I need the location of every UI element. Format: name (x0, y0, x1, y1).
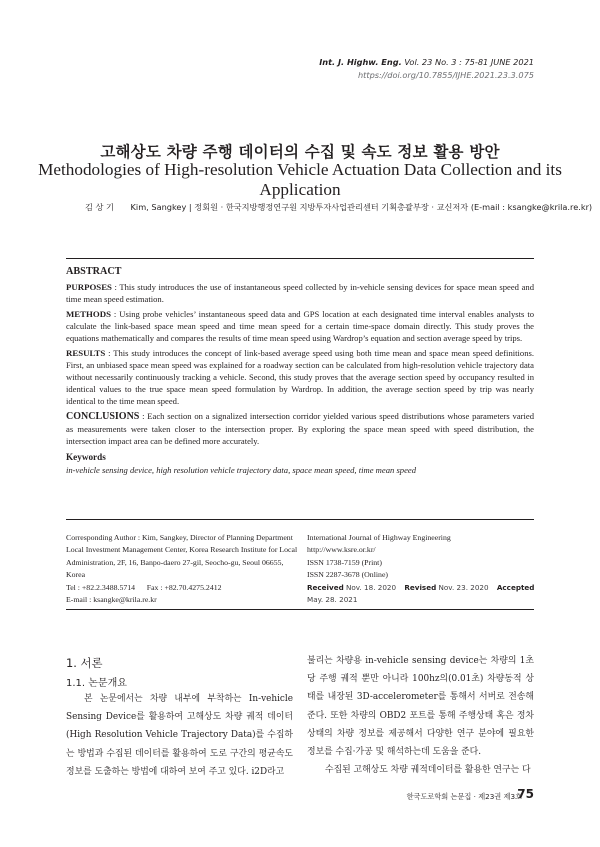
body-paragraph: 불리는 차량용 in-vehicle sensing device는 차량의 1초당 주행 궤적 뿐만 아니라 100hz의(0.01초) 차량동적 상태를 내장된 3D-accelerometer를 통해서 서버로 전송해 준다. 또한 차량의 OBD2 포트를 통해 주행상태 혹은 정차 상태의 차량 정보를 제공해서 다양한 연구 분야에 필요한 정보를 수집·가공 및 해석하는데 도움을 준다. (307, 656, 534, 758)
abstract-purposes (66, 281, 534, 305)
body-column-right (307, 652, 534, 779)
revised-date: Nov. 23. 2020 (438, 582, 489, 592)
journal-info-block (307, 532, 537, 606)
methods-label: METHODS (66, 308, 111, 319)
paper-title-korean: 고해상도 차량 주행 데이터의 수집 및 속도 정보 활용 방안 (100, 143, 500, 161)
accepted-date: May. 28. 2021 (307, 595, 358, 605)
correspondence-line: Administration, 2F, 16, Banpo-daero 27-gil, Seocho-gu, Seoul 06655, Korea (66, 557, 284, 580)
author-affiliation: 정회원 · 한국지방행정연구원 지방투자사업관리센터 기획총괄부장 · 교신저자 (E-mail : ksangke@krila.re.kr) (194, 202, 593, 212)
purposes-label: PURPOSES (66, 282, 112, 293)
subsection-heading: 1.1. 논문개요 (66, 678, 127, 689)
journal-info-name: International Journal of Highway Engineering (307, 533, 451, 542)
article-dates (307, 582, 537, 607)
keywords-label: Keywords (66, 451, 106, 462)
abstract-methods (66, 308, 534, 344)
results-label: RESULTS (66, 347, 106, 358)
abstract-results (66, 347, 534, 407)
author-english-name: Kim, Sangkey (130, 202, 187, 212)
doi-link[interactable]: https://doi.org/10.7855/IJHE.2021.23.3.075 (357, 70, 534, 80)
volume-info: Vol. 23 No. 3 : 75-81 JUNE 2021 (404, 57, 534, 67)
accepted-label: Accepted (496, 582, 535, 592)
correspondence-line: Corresponding Author : Kim, Sangkey, Director of Planning Department (66, 533, 293, 542)
correspondence-line: Local Investment Management Center, Korea Research Institute for Local (66, 545, 298, 555)
author-line (85, 202, 592, 213)
info-bottom-rule (66, 609, 534, 610)
section-heading: 1. 서론 (66, 656, 103, 670)
abstract-block (66, 266, 534, 476)
journal-citation (319, 56, 534, 69)
abstract-heading: ABSTRACT (66, 266, 122, 277)
author-korean-name: 김 상 기 (85, 202, 114, 212)
abstract-top-rule (66, 258, 534, 259)
body-paragraph-left: 본 논문에서는 차량 내부에 부착하는 In-vehicle Sensing Device를 활용하여 고해상도 차량 궤적 데이터(High Resolution Vehicle Trajectory Data)를 수집하는 방법과 수집된 데이터를 활용하여 도로 구간의 평균속도 정보를 도출하는 방법에 대하여 보여 주고 있다. i2D라고 (66, 694, 293, 777)
journal-reference (319, 56, 534, 82)
received-date: Nov. 18. 2020 (346, 582, 397, 592)
page-number: 75 (517, 787, 534, 801)
keywords-text: in-vehicle sensing device, high resolution vehicle trajectory data, space mean speed, time mean speed (66, 464, 417, 475)
results-text: : This study introduces the concept of link-based average speed using both time mean and space mean speed definitions. First, an unbiased space mean speed was explained for a roadway section can be calculated from high-resolution vehicle trajectory data without necessarily continuously tracking a vehicle. Second, this study proves that the average section speed by occupancy resulted in identical values to the true space mean speed formulation by Wardrop. In addition, the average section speed by trip was nearly identical to the time mean speed. (66, 347, 534, 406)
journal-info-url[interactable]: http://www.ksre.or.kr/ (307, 545, 376, 555)
methods-text: : Using probe vehicles’ instantaneous speed data and GPS location at each designated time interval enables analysts to calculate the link-based space mean speed and time mean speed for a certain time-space domain directly. This study proves the equations mathematically and compares the results of time mean speed using Wardrop’s equation and section average speed by trips. (66, 308, 534, 343)
issn-print: ISSN 1738-7159 (Print) (307, 557, 382, 567)
revised-label: Revised (404, 582, 437, 592)
issn-online: ISSN 2287-3678 (Online) (307, 570, 388, 580)
correspondence-phone: Tel : +82.2.3488.5714 Fax : +82.70.4275.2412 (66, 582, 222, 592)
author-separator: | (188, 202, 192, 212)
footer-journal-name: 한국도로학회 논문집 · 제23권 제3호 (406, 792, 522, 801)
conclusions-text: : Each section on a signalized intersection corridor yielded various speed distributions whose parameters varied as measurements were taken closer to the intersection proper. By exploring the space mean speed with speed distribution, the intersection impact area can be defined more accurately. (66, 410, 534, 446)
conclusions-label: CONCLUSIONS (66, 410, 140, 422)
purposes-text: : This study introduces the use of instantaneous speed collected by in-vehicle sensing devices for space mean speed and time mean speed estimation. (66, 282, 534, 305)
abstract-bottom-rule (66, 519, 534, 520)
body-paragraph: 수집된 고해상도 차량 궤적데이터를 활용한 연구는 다 (325, 765, 531, 776)
paper-title-english: Methodologies of High-resolution Vehicle Actuation Data Collection and its Application (38, 160, 562, 199)
correspondence-email[interactable]: E-mail : ksangke@krila.re.kr (66, 595, 157, 605)
abstract-conclusions (66, 410, 534, 447)
correspondence-block (66, 532, 298, 606)
journal-name: Int. J. Highw. Eng. (319, 57, 402, 67)
received-label: Received (307, 582, 344, 592)
